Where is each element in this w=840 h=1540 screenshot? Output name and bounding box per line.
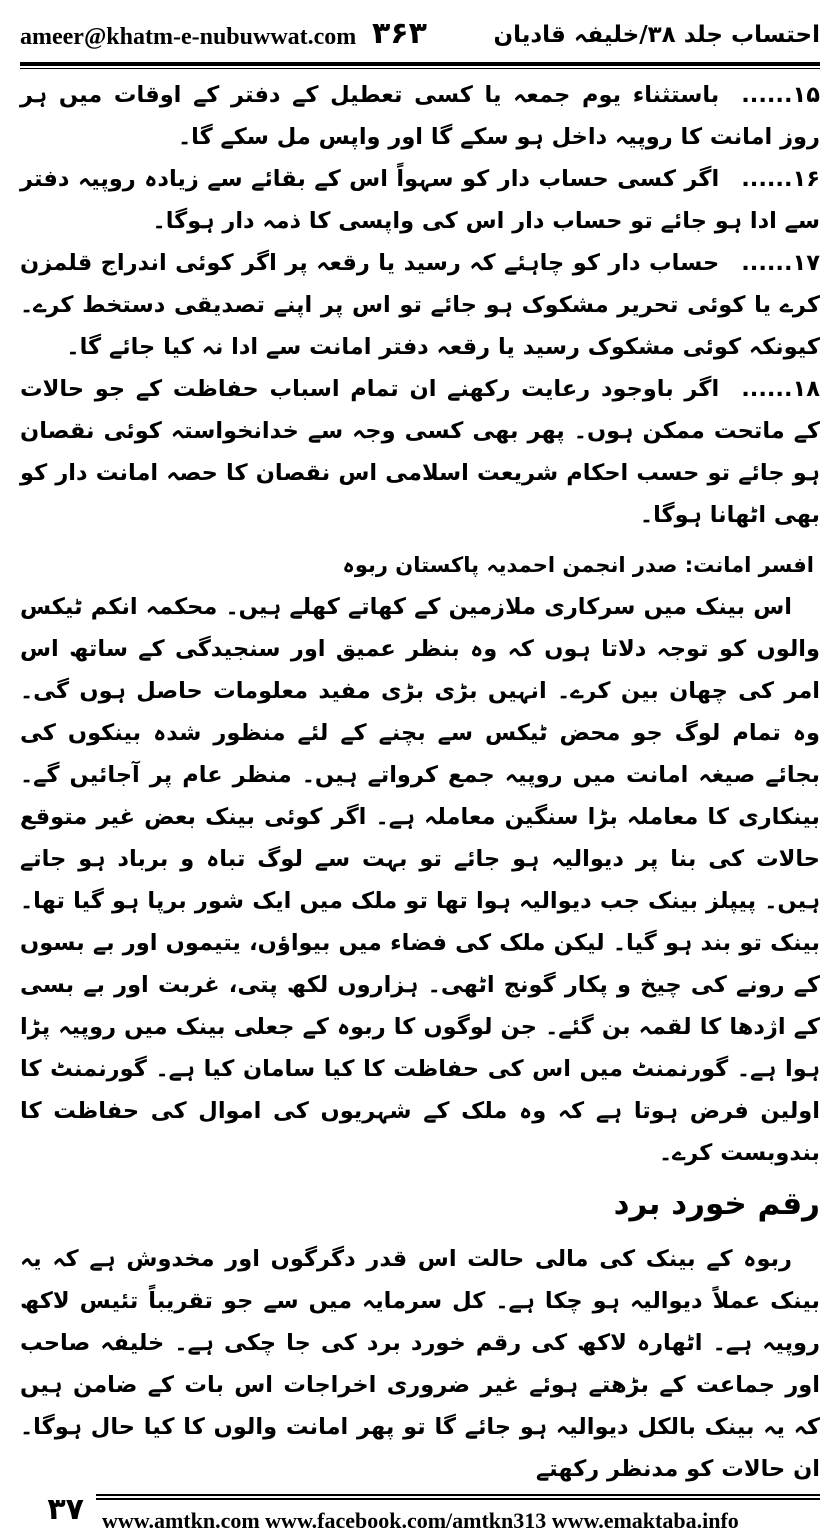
clause-number: ۱۵...... — [741, 82, 820, 108]
clause-number: ۱۶...... — [741, 166, 820, 192]
page-body — [20, 74, 820, 1490]
clause-text: اگر باوجود رعایت رکھنے ان تمام اسباب حفاظت کے جو حالات کے ماتحت ممکن ہوں۔ پھر بھی کسی وجہ سے خدانخواستہ کوئی نقصان ہو جائے تو حسب احکام شریعت اسلامی اس نقصان کا حصہ امانت دار کو بھی اٹھانا ہوگا۔ — [20, 376, 820, 528]
clause-text: اگر کسی حساب دار کو سہواً اس کے بقائے سے زیادہ روپیہ دفتر سے ادا ہو جائے تو حساب دار اس کی واپسی کا ذمہ دار ہوگا۔ — [20, 166, 820, 234]
clause-text: باستثناء یوم جمعہ یا کسی تعطیل کے دفتر کے اوقات میں ہر روز امانت کا روپیہ داخل ہو سکے گا اور واپس مل سکے گا۔ — [20, 82, 820, 150]
clause-16 — [20, 158, 820, 242]
header-book-title: احتساب جلد ۳۸/خلیفہ قادیان — [493, 22, 820, 48]
page-footer — [20, 1494, 820, 1534]
officer-signature: افسر امانت: صدر انجمن احمدیہ پاکستان ربوہ — [342, 553, 814, 577]
clause-number: ۱۷...... — [741, 250, 820, 276]
footer-links: www.amtkn.com www.facebook.com/amtkn313 www.emaktaba.info — [102, 1508, 739, 1533]
paragraph-embezzlement: ربوہ کے بینک کی مالی حالت اس قدر دگرگوں اور مخدوش ہے کہ یہ بینک عملاً دیوالیہ ہو چکا ہے۔ کل سرمایہ میں سے جو تقریباً تئیس لاکھ روپیہ ہے۔ اٹھارہ لاکھ کی رقم خورد برد کی جا چکی ہے۔ خلیفہ صاحب اور جماعت کے بڑھتے ہوئے غیر ضروری اخراجات اس بات کے ضامن ہیں کہ یہ بینک بالکل دیوالیہ ہو جائے گا تو پھر امانت والوں کا کیا حال ہوگا۔ ان حالات کو مدنظر رکھتے — [20, 1246, 820, 1482]
clause-17 — [20, 242, 820, 368]
footer-page-number: ۳۷ — [47, 1492, 84, 1527]
footer-rule — [96, 1494, 820, 1502]
header-rule — [20, 62, 820, 66]
clause-18 — [20, 368, 820, 536]
paragraph-bank-accounts: اس بینک میں سرکاری ملازمین کے کھاتے کھلے ہیں۔ محکمہ انکم ٹیکس والوں کو توجہ دلاتا ہوں کہ وہ بنظر عمیق اور سنجیدگی کے ساتھ اس امر کی چھان بین کرے۔ انہیں بڑی بڑی مفید معلومات حاصل ہوں گی۔ وہ تمام لوگ جو محض ٹیکس سے بچنے کے لئے منظور شدہ بینکوں کی بجائے صیغہ امانت میں روپیہ جمع کرواتے ہیں۔ منظر عام پر آجائیں گے۔ بینکاری کا معاملہ بڑا سنگین معاملہ ہے۔ اگر کوئی بینک بعض غیر متوقع حالات کی بنا پر دیوالیہ ہو جائے تو بہت سے لوگ تباہ و برباد ہو جاتے ہیں۔ پیپلز بینک جب دیوالیہ ہوا تھا تو ملک میں ایک شور برپا ہو گیا تھا۔ بینک تو بند ہو گیا۔ لیکن ملک کی فضاء میں بیواؤں، یتیموں اور بے بسوں کے رونے کی چیخ و پکار گونج اٹھی۔ ہزاروں لکھ پتی، غربت اور بے بسی کے اژدھا کا لقمہ بن گئے۔ جن لوگوں کا ربوہ کے جعلی بینک میں روپیہ پڑا ہوا ہے۔ گورنمنٹ میں اس کی حفاظت کا کیا سامان کیا ہے۔ گورنمنٹ کا اولین فرض ہوتا ہے کہ وہ ملک کے شہریوں کی اموال کی حفاظت کا بندوبست کرے۔ — [20, 594, 820, 1166]
clause-number: ۱۸...... — [741, 376, 820, 402]
header-email: ameer@khatm-e-nubuwwat.com — [20, 24, 357, 50]
page-header — [20, 14, 820, 62]
clause-15 — [20, 74, 820, 158]
section-heading: رقم خورد برد — [613, 1186, 820, 1222]
clause-text: حساب دار کو چاہئے کہ رسید یا رقعہ پر اگر کوئی اندراج قلمزن کرے یا کوئی تحریر مشکوک ہو جائے تو اس پر اپنے تصدیقی دستخط کرے۔ کیونکہ کوئی مشکوک رسید یا رقعہ دفتر امانت سے ادا نہ کیا جائے گا۔ — [20, 250, 820, 360]
header-page-number: ۳۶۳ — [372, 16, 427, 51]
header-rule-thin — [20, 68, 820, 69]
